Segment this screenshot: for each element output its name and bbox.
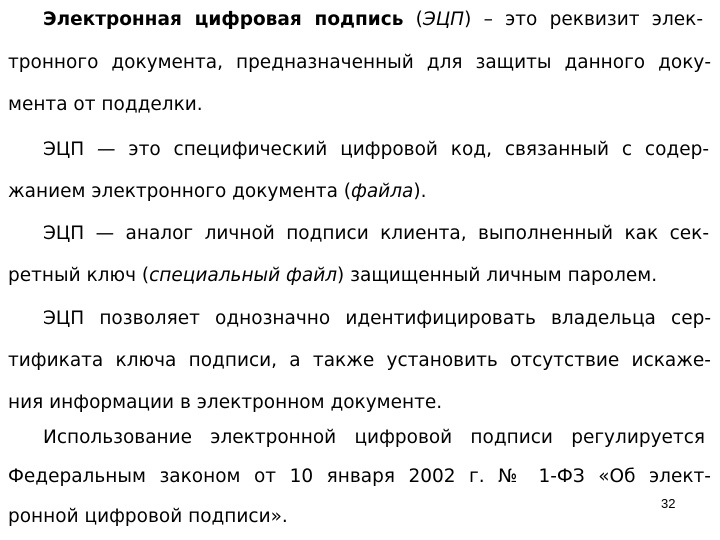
paragraph-1-line-2: тронного документа, предназначенный для защиты данного доку-	[8, 52, 711, 73]
term-bold: Электронная цифровая подпись	[43, 9, 404, 30]
paragraph-2-line-2: жанием электронного документа (файла).	[8, 181, 427, 202]
paragraph-4-line-1: ЭЦП позволяет однозначно идентифицировать владельца сер-	[43, 308, 711, 329]
paragraph-4-line-3: ния информации в электронном документе.	[8, 392, 443, 413]
page-number: 32	[661, 496, 676, 511]
paragraph-1-line-3: мента от подделки.	[8, 94, 203, 115]
paragraph-2-line-1: ЭЦП — это специфический цифровой код, связанный с содер-	[43, 139, 709, 160]
paragraph-3-line-2: ретный ключ (специальный файл) защищенный личным паролем.	[8, 265, 658, 286]
abbr-italic: ЭЦП	[422, 9, 465, 30]
paragraph-5-line-3: ронной цифровой подписи».	[8, 506, 288, 527]
paragraph-5-line-1: Использование электронной цифровой подписи регулируется	[43, 427, 705, 448]
paragraph-4-line-2: тификата ключа подписи, а также установить отсутствие искаже-	[8, 350, 711, 371]
paragraph-5-line-2: Федеральным законом от 10 января 2002 г. № 1-ФЗ «Об элект-	[8, 466, 711, 487]
paragraph-3-line-1: ЭЦП — аналог личной подписи клиента, выполненный как сек-	[43, 223, 709, 244]
paragraph-1-line-1: Электронная цифровая подпись (ЭЦП) – это реквизит элек-	[43, 9, 703, 30]
